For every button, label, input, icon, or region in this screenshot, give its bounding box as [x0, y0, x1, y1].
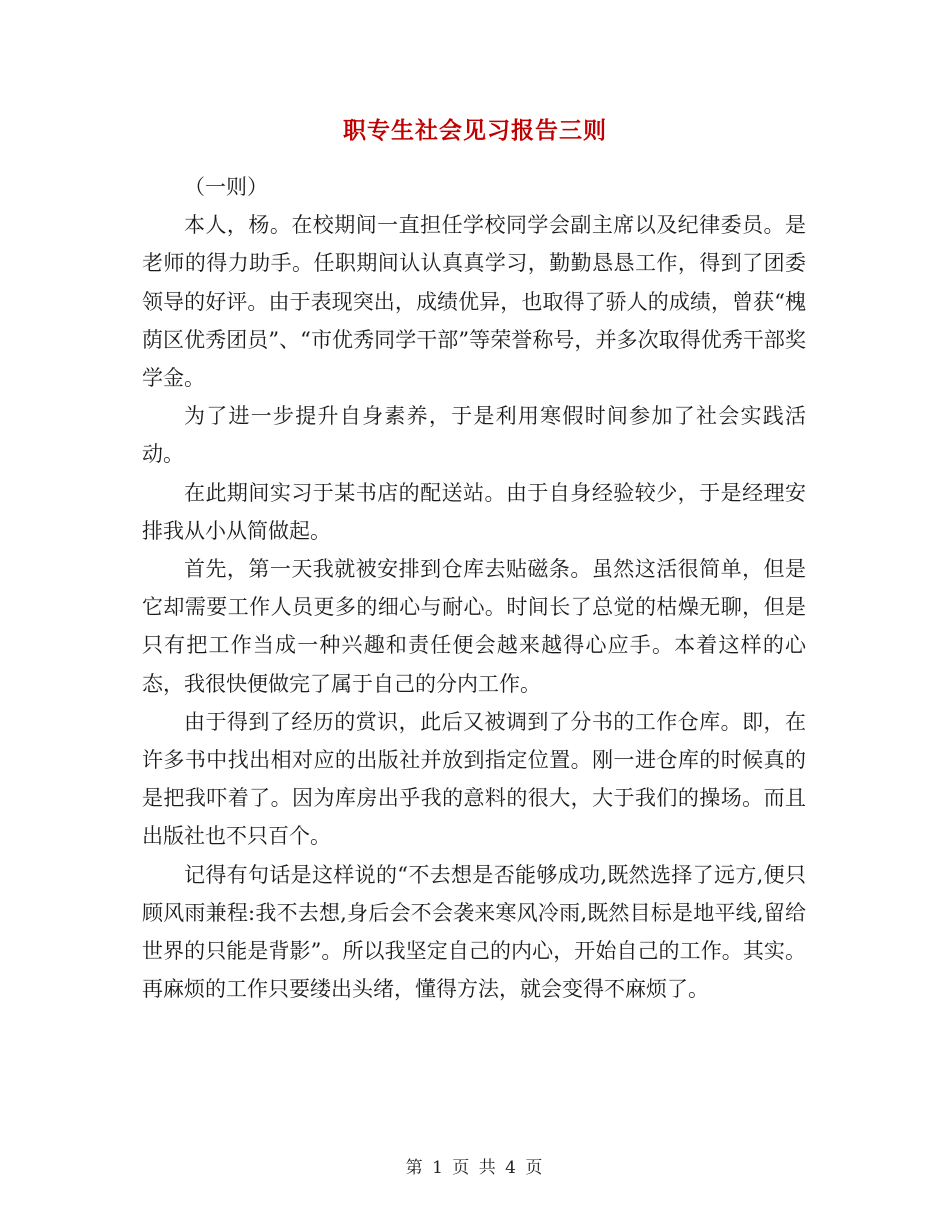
document-body	[142, 168, 806, 1008]
paragraph: 在此期间实习于某书店的配送站。由于自身经验较少，于是经理安排我从小从简做起。	[142, 480, 806, 543]
section-label: （一则）	[184, 175, 268, 199]
paragraph: 记得有句话是这样说的“不去想是否能够成功,既然选择了远方,便只顾风雨兼程:我不去想,身后会不会袭来寒风冷雨,既然目标是地平线,留给世界的只能是背影”。所以我坚定自己的内心，开始自己的工作。其实。再麻烦的工作只要缕出头绪，懂得方法，就会变得不麻烦了。	[142, 862, 806, 1002]
paragraph: 本人，杨。在校期间一直担任学校同学会副主席以及纪律委员。是老师的得力助手。任职期间认认真真学习，勤勤恳恳工作，得到了团委领导的好评。由于表现突出，成绩优异，也取得了骄人的成绩，曾获“槐荫区优秀团员”、“市优秀同学干部”等荣誉称号，并多次取得优秀干部奖学金。	[142, 213, 806, 391]
paragraph: 为了进一步提升自身素养，于是利用寒假时间参加了社会实践活动。	[142, 404, 806, 467]
page-number-footer: 第 1 页 共 4 页	[405, 1158, 545, 1178]
document-title: 职专生社会见习报告三则	[343, 117, 607, 144]
paragraph: 由于得到了经历的赏识，此后又被调到了分书的工作仓库。即，在许多书中找出相对应的出版社并放到指定位置。刚一进仓库的时候真的是把我吓着了。因为库房出乎我的意料的很大，大于我们的操场。而且出版社也不只百个。	[142, 709, 806, 849]
paragraph: 首先，第一天我就被安排到仓库去贴磁条。虽然这活很简单，但是它却需要工作人员更多的细心与耐心。时间长了总觉的枯燥无聊，但是只有把工作当成一种兴趣和责任便会越来越得心应手。本着这样的心态，我很快便做完了属于自己的分内工作。	[142, 557, 806, 696]
